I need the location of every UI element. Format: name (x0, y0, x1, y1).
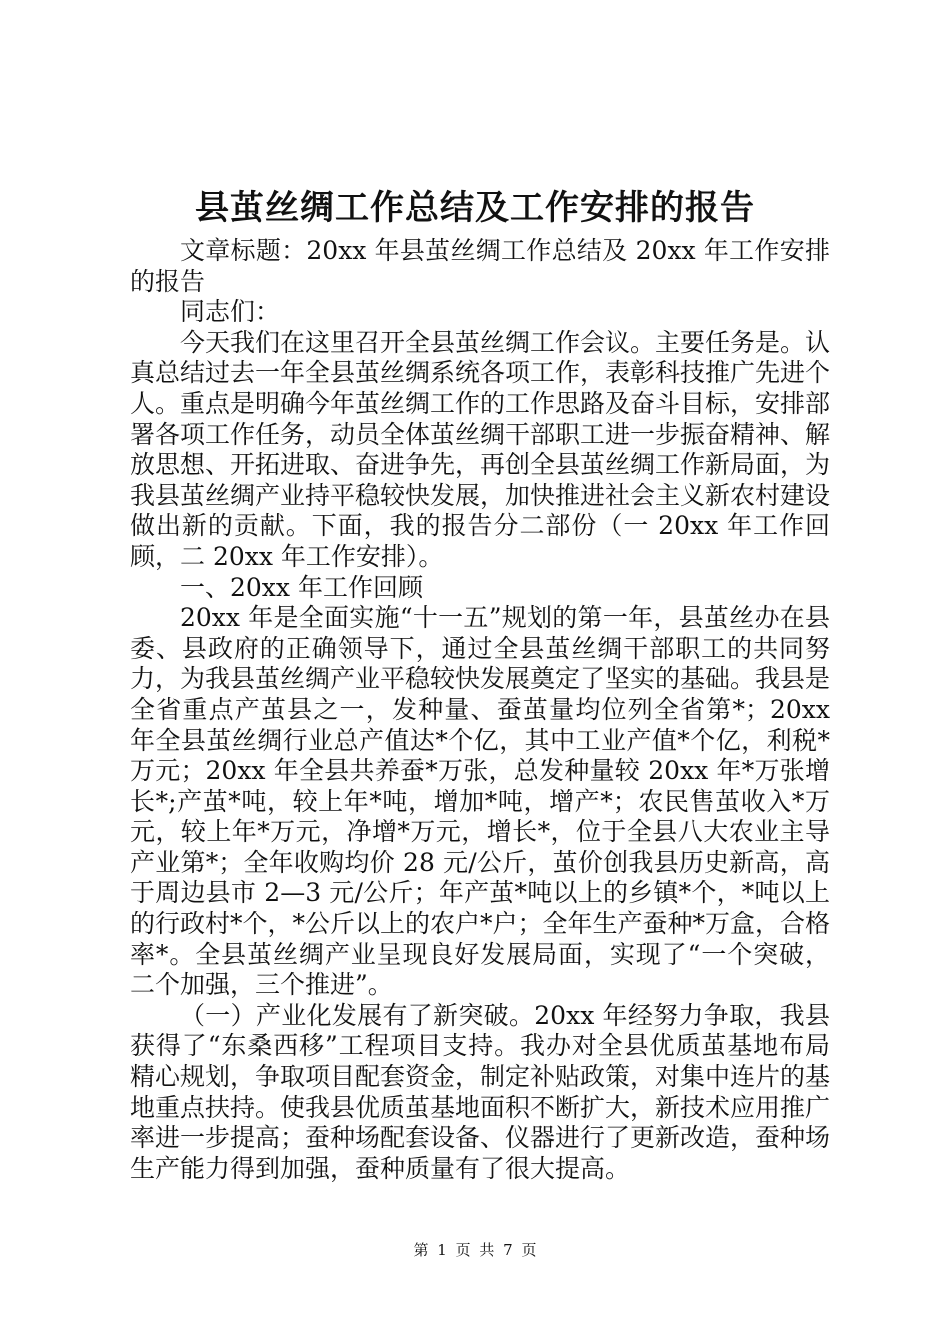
review-paragraph: 20xx 年是全面实施“十一五”规划的第一年，县茧丝办在县委、县政府的正确领导下，通过全县茧丝绸干部职工的共同努力，为我县茧丝绸产业平稳较快发展奠定了坚实的基础。我县是全省重点产茧县之一，发种量、蚕茧量均位列全省第*；20xx 年全县茧丝绸行业总产值达*个亿，其中工业产值*个亿，利税*万元；20xx 年全县共养蚕*万张，总发种量较 20xx 年*万张增长*;产茧*吨，较上年*吨，增加*吨，增产*；农民售茧收入*万元，较上年*万元，净增*万元，增长*，位于全县八大农业主导产业第*；全年收购均价 28 元/公斤，茧价创我县历史新高，高于周边县市 2—3 元/公斤；年产茧*吨以上的乡镇*个，*吨以上的行政村*个，*公斤以上的农户*户；全年生产蚕种*万盒，合格率*。全县茧丝绸产业呈现良好发展局面，实现了“一个突破，二个加强，三个推进”。 (130, 603, 831, 1000)
document-title: 县茧丝绸工作总结及工作安排的报告 (195, 188, 755, 228)
page-footer: 第 1 页 共 7 页 (413, 1241, 537, 1259)
document-body (130, 236, 830, 1184)
article-title-paragraph: 文章标题：20xx 年县茧丝绸工作总结及 20xx 年工作安排的报告 (130, 236, 830, 296)
industrialization-paragraph: （一）产业化发展有了新突破。20xx 年经努力争取，我县获得了“东桑西移”工程项目支持。我办对全县优质茧基地布局精心规划，争取项目配套资金，制定补贴政策，对集中连片的基地重点扶持。使我县优质茧基地面积不断扩大，新技术应用推广率进一步提高；蚕种场配套设备、仪器进行了更新改造，蚕种场生产能力得到加强，蚕种质量有了很大提高。 (130, 1000, 831, 1183)
section-heading: 一、20xx 年工作回顾 (180, 572, 423, 602)
salutation-paragraph: 同志们： (180, 297, 281, 327)
intro-paragraph: 今天我们在这里召开全县茧丝绸工作会议。主要任务是。认真总结过去一年全县茧丝绸系统各项工作，表彰科技推广先进个人。重点是明确今年茧丝绸工作的工作思路及奋斗目标，安排部署各项工作任务，动员全体茧丝绸干部职工进一步振奋精神、解放思想、开拓进取、奋进争先，再创全县茧丝绸工作新局面，为我县茧丝绸产业持平稳较快发展，加快推进社会主义新农村建设做出新的贡献。下面，我的报告分二部份（一 20xx 年工作回顾，二 20xx 年工作安排）。 (130, 327, 831, 571)
